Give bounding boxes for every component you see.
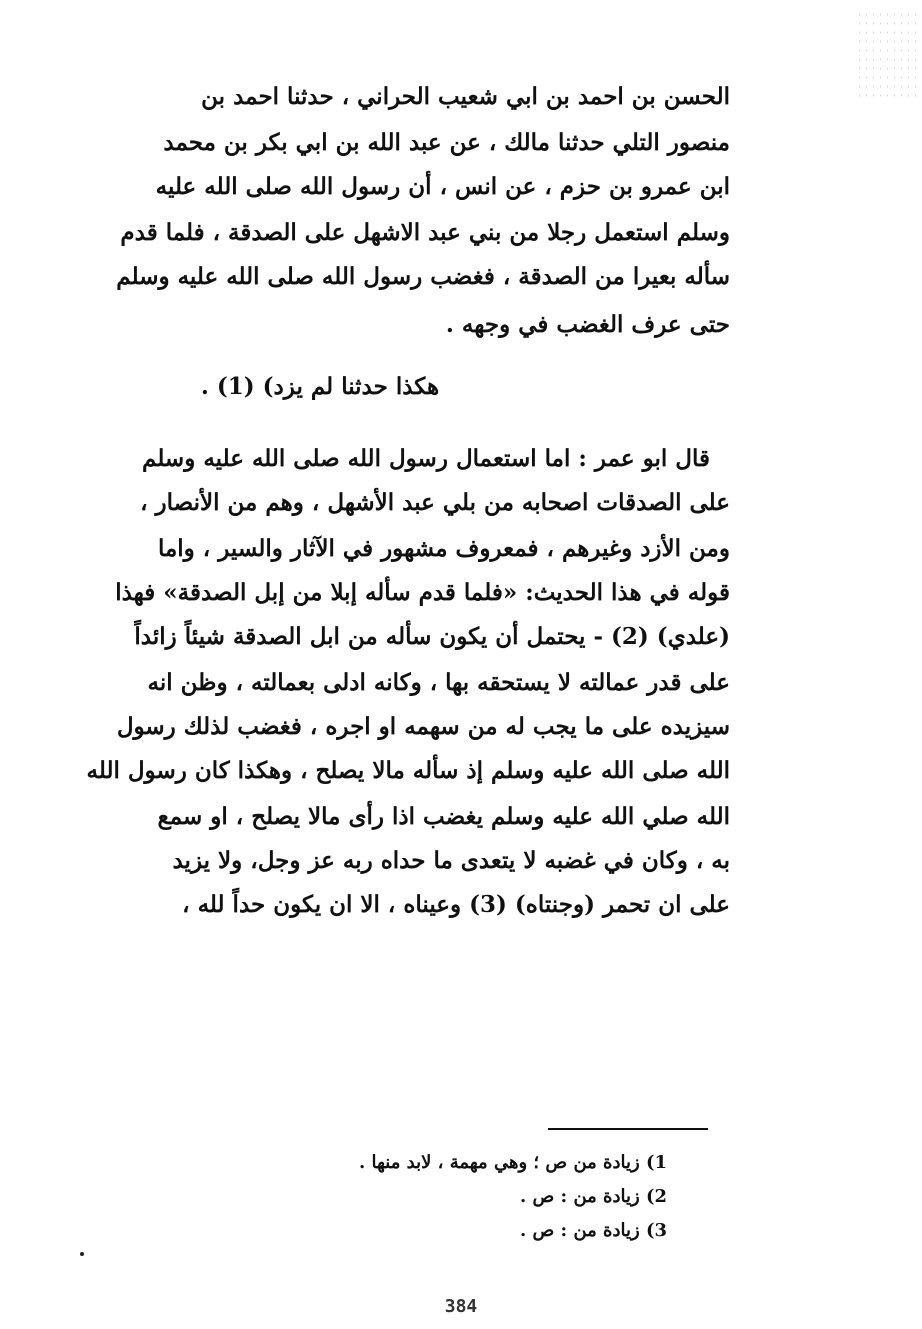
footnote-3: 3) زيادة من : ص . [519,1220,667,1241]
footnote-2: 2) زيادة من : ص . [519,1186,667,1207]
text-line: حتى عرف الغضب في وجهه . [445,311,730,338]
text-line: الله صلي الله عليه وسلم يغضب اذا رأى مالا يصلح ، او سمع [157,803,730,830]
text-line: ابن عمرو بن حزم ، عن انس ، أن رسول الله صلى الله عليه [155,173,730,200]
footnote-divider [548,1128,708,1130]
text-line: قال ابو عمر : اما استعمال رسول الله صلى الله عليه وسلم [142,445,710,472]
centered-line: هكذا حدثنا لم يزد) (1) . [200,373,440,400]
text-line: سيزيده على ما يجب له من سهمه او اجره ، فغضب لذلك رسول [116,713,730,740]
text-line: قوله في هذا الحديث: «فلما قدم سأله إبلا من إبل الصدقة» فهذا [115,579,730,606]
text-line: به ، وكان في غضبه لا يتعدى ما حداه ربه عز وجل، ولا يزيد [172,847,730,874]
text-line: سأله بعيرا من الصدقة ، فغضب رسول الله صلى الله عليه وسلم [116,263,730,290]
text-line: على قدر عمالته لا يستحقه بها ، وكانه ادلى بعمالته ، وظن انه [147,669,730,696]
footnote-1: 1) زيادة من ص ؛ وهي مهمة ، لابد منها . [358,1152,667,1173]
text-line: على ان تحمر (وجنتاه) (3) وعيناه ، الا ان يكون حداً لله ، [182,891,730,918]
stray-mark [80,1252,84,1256]
text-line: ومن الأزد وغيرهم ، فمعروف مشهور في الآثار والسير ، واما [157,535,730,562]
page-number: 384 [444,1296,478,1317]
text-line: الله صلى الله عليه وسلم إذ سأله مالا يصلح ، وهكذا كان رسول الله [86,757,730,784]
text-line: الحسن بن احمد بن ابي شعيب الحراني ، حدثنا احمد بن [201,83,730,110]
scan-speckle [856,10,916,100]
text-line: وسلم استعمل رجلا من بني عبد الاشهل على الصدقة ، فلما قدم [120,219,730,246]
text-line: على الصدقات اصحابه من بلي عبد الأشهل ، وهم من الأنصار ، [140,489,730,516]
text-line: منصور التلي حدثنا مالك ، عن عبد الله بن ابي بكر بن محمد [163,129,730,156]
text-line: (علدي) (2) - يحتمل أن يكون سأله من ابل الصدقة شيئاً زائداً [134,623,730,650]
